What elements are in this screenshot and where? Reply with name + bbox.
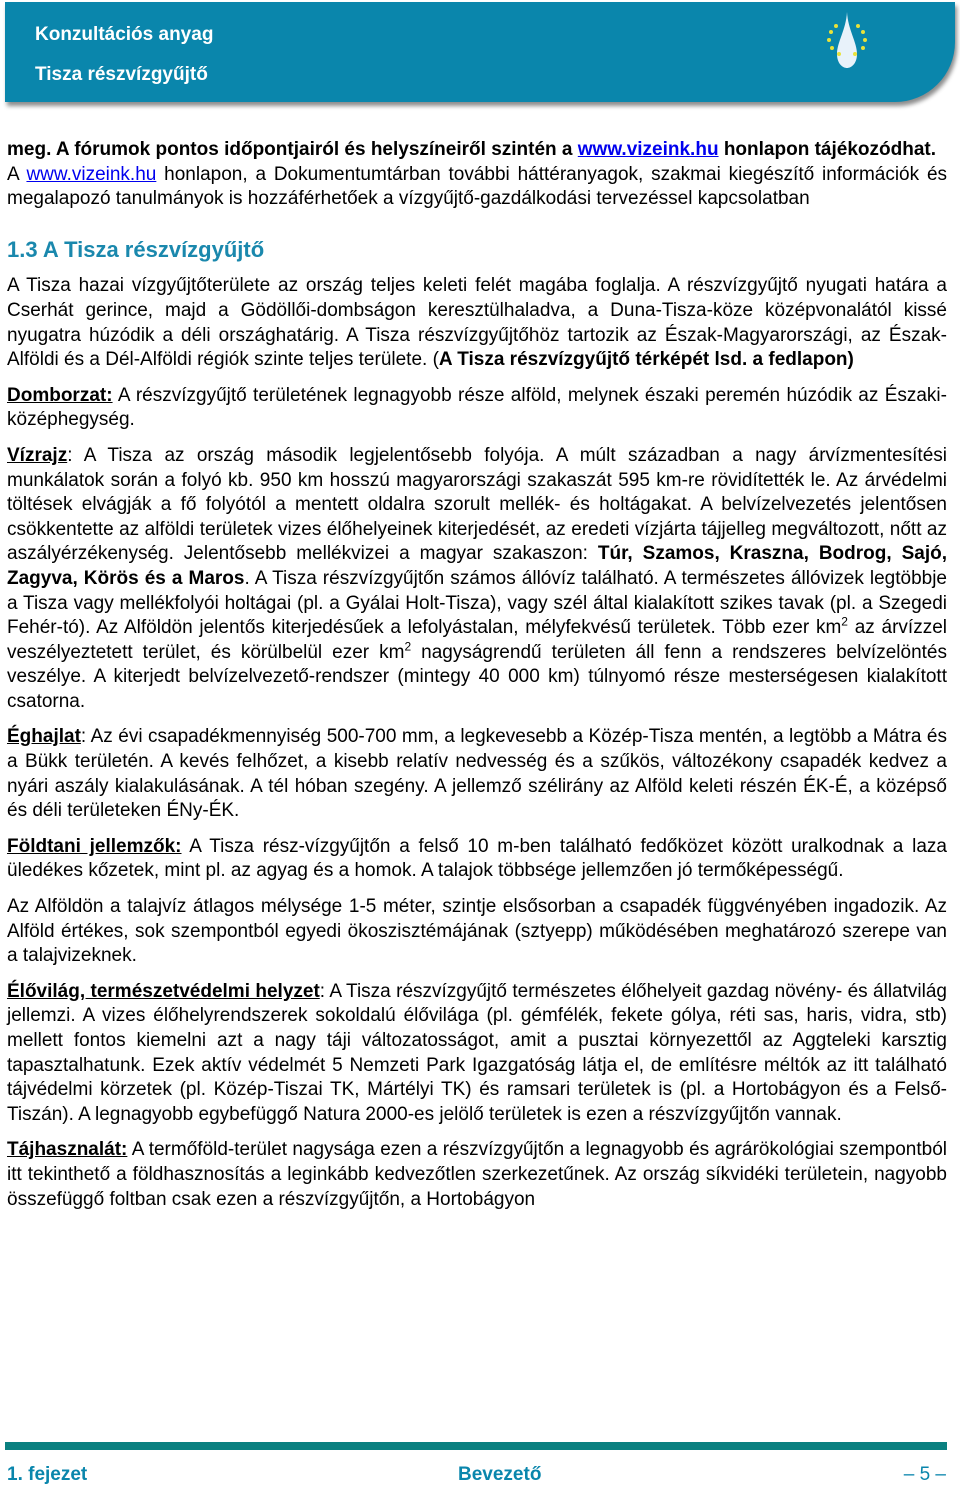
text: Az Alföldön a talajvíz átlagos mélysége 1-5 méter, szintje elsősorban a csapadék függvényében ingadozik. Az Alföld értékes, sok szempontból egyedi ökoszisztémájának (sztyepp) működésében meghatározó szerepe van a talajvizeknek. bbox=[7, 896, 947, 967]
paragraph-label: Földtani jellemzők: bbox=[7, 835, 182, 857]
header-title: Konzultációs anyag bbox=[35, 24, 214, 45]
vizeink-link[interactable]: www.vizeink.hu bbox=[26, 163, 157, 185]
text: nagyságrendű területen áll fenn a rendszeres belvízelöntés veszélye. A kiterjedt belvízelvezető-rendszer (mintegy 40 000 km) túlnyomó része mesterségesen kialakított csatorna. bbox=[7, 641, 947, 712]
text: ) bbox=[847, 349, 854, 371]
text: : A Tisza az ország második legjelentősebb folyója. A múlt században a nagy árvízmentesítési munkálatok során a folyó kb. 950 km hosszú magyarországi szakaszát 595 km-re rövidítették le. Az árvédelmi töltések elvágják a fő folyótól a mentett oldalra szorult mellék- és holtágakat. A belvízelvezetés jelentősen csökkentette az alföldi területek vizes élőhelyeinek kiterjedését, az eredeti vízjárta tájjelleg megváltozott, nőtt az aszályérzékenység. Jelentősebb mellékvizei a magyar szakaszon: bbox=[7, 444, 947, 565]
text: A Tisza rész-vízgyűjtőn a felső 10 m-ben található fedőközet között uralkodnak a laza üledékes kőzetek, mint pl. az agyag és a homok. A talajok többsége jellemzően jó termőképességű. bbox=[7, 835, 947, 882]
text: : A Tisza részvízgyűjtő természetes élőhelyeit gazdag növény- és állatvilág jellemzi. A vizes élőhelyrendszerek sokoldalú élővilága (pl. gémfélék, fekete gólya, réti sas, haris, vidra, stb) mellett fontos kiemelni azt a nagy táji változatosságot, amit a pusztai környezettől az Aggteleki karsztig tapasztalhatunk. Ezek aktív védelmét 5 Nemzeti Park Igazgatóság látja el, de említésre méltók az itt található tájvédelmi körzetek (pl. Közép-Tiszai TK, Mártélyi TK) és ramsari területek is (pl. a Hortobágyon és a Felső-Tiszán). A legnagyobb egybefüggő Natura 2000-es jelölő területek is ezen a részvízgyűjtőn vannak. bbox=[7, 980, 947, 1125]
text: A bbox=[7, 163, 27, 185]
section-heading: 1.3 A Tisza részvízgyűjtő bbox=[7, 236, 265, 262]
superscript: 2 bbox=[404, 639, 412, 654]
paragraph-label: Domborzat: bbox=[7, 384, 113, 406]
paragraph-hydrography bbox=[7, 444, 947, 715]
paragraph-relief bbox=[7, 384, 947, 433]
text: honlapon tájékozódhat. bbox=[718, 139, 936, 160]
text: meg. A fórumok pontos időpontjairól és helyszíneiről szintén a bbox=[7, 139, 578, 160]
paragraph-label: Élővilág, természetvédelmi helyzet bbox=[7, 980, 320, 1002]
footer-section: Bevezető bbox=[458, 1464, 542, 1485]
paragraph-wildlife bbox=[7, 980, 947, 1128]
text: A részvízgyűjtő területének legnagyobb része alföld, melynek északi peremén húzódik az Északi-középhegység. bbox=[7, 384, 947, 431]
footer-page-number: – 5 – bbox=[903, 1464, 946, 1485]
page-header bbox=[5, 2, 955, 102]
paragraph-intro bbox=[7, 274, 947, 372]
paragraph-landuse bbox=[7, 1138, 947, 1212]
document-body bbox=[7, 138, 947, 1223]
header-subtitle: Tisza részvízgyűjtő bbox=[35, 64, 208, 85]
footer-divider bbox=[5, 1442, 947, 1450]
text: . A Tisza részvízgyűjtőn számos állóvíz található. A természetes állóvizek legtöbbje a Tisza vagy mellékfolyói holtágai (pl. a Gyálai Holt-Tisza), vagy szél által kialakított szikes tavak (pl. a Szegedi Fehér-tó). Az Alföldön jelentős kiterjedésűek a lefolyástalan, mélyfekvésű területek. Több ezer km bbox=[7, 567, 947, 639]
text: A Tisza hazai vízgyűjtőterülete az ország teljes keleti felét magába foglalja. A részvízgyűjtő nyugati határa a Cserhát gerince, majd a Gödöllői-dombságon keresztülhaladva, a Duna-Tisza-köze középvonalától kissé nyugatra húzódik a déli országhatárig. A Tisza részvízgyűjtőhöz tartozik az Észak-Magyarországi, az Észak-Alföldi és a Dél-Alföldi régiók szinte teljes területe. ( bbox=[7, 275, 947, 371]
water-drop-eu-stars-logo-icon bbox=[817, 10, 877, 70]
text: honlapon, a Dokumentumtárban további háttéranyagok, szakmai kiegészítő információk és megalapozó tanulmányok is hozzáférhetőek a vízgyűjtő-gazdálkodási tervezéssel kapcsolatban bbox=[7, 163, 948, 210]
text: A termőföld-terület nagysága ezen a részvízgyűjtőn a legnagyobb és agrárökológiai szempontból itt tekinthető a földhasznosítás a leginkább kedvezőtlen szerkezetűnek. Az ország síkvidéki területein, nagyobb összefüggő foltban csak ezen a részvízgyűjtőn, a Hortobágyon bbox=[7, 1139, 947, 1210]
footer-chapter: 1. fejezet bbox=[7, 1464, 88, 1485]
paragraph-groundwater bbox=[7, 895, 947, 969]
paragraph-label: Vízrajz bbox=[7, 444, 68, 466]
text: az árvízzel veszélyeztetett terület, és körülbelül ezer km bbox=[7, 617, 947, 663]
text: : Az évi csapadékmennyiség 500-700 mm, a legkevesebb a Közép-Tisza mentén, a legtöbb a Mátra és a Bükk területén. A kevés felhőzet, a kisebb relatív nedvesség és a szűkös, változékony csapadék kedvez a nyári aszály kialakulásának. A tél hóban szegény. A jellemző szélirány az Alföld keleti részén ÉK-É, a középső és déli területeken ÉNy-ÉK. bbox=[7, 726, 947, 822]
rivers-list: Túr, Szamos, Kraszna, Bodrog, Sajó, Zagyva, Körös és a Maros bbox=[7, 543, 947, 589]
paragraph-documents bbox=[7, 163, 947, 212]
superscript: 2 bbox=[841, 614, 848, 629]
paragraph-forum bbox=[7, 138, 947, 163]
vizeink-link[interactable]: www.vizeink.hu bbox=[577, 139, 719, 160]
paragraph-geology bbox=[7, 835, 947, 884]
map-reference: A Tisza részvízgyűjtő térképét lsd. a fedlapon bbox=[438, 349, 848, 371]
paragraph-label: Éghajlat bbox=[7, 726, 81, 748]
paragraph-label: Tájhasznalát: bbox=[7, 1139, 128, 1161]
paragraph-climate bbox=[7, 725, 947, 823]
